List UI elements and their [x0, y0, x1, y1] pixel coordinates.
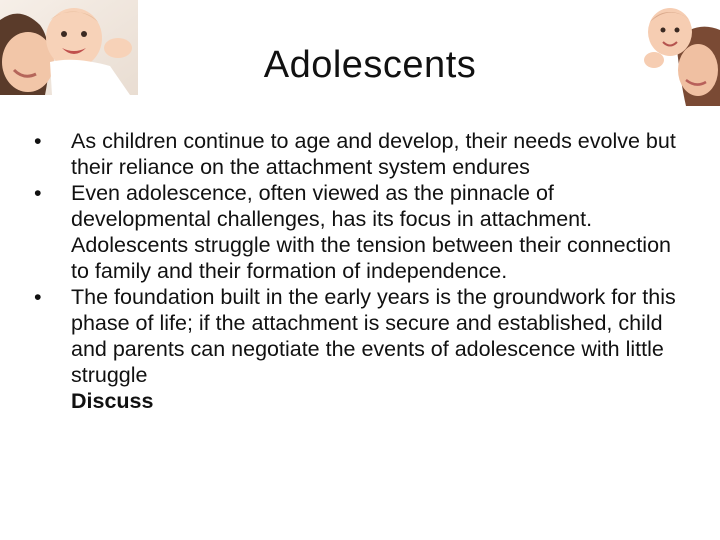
bullet-text: The foundation built in the early years is the groundwork for this phase of life; if the attachment is secure and established, child and parents can negotiate the events of adolescence with little struggle: [71, 285, 676, 387]
bullet-text: As children continue to age and develop, their needs evolve but their reliance on the attachment system endures: [71, 129, 676, 179]
mother-baby-photo-right: [636, 0, 720, 106]
bullet-item: [34, 180, 694, 284]
bullet-marker: •: [34, 129, 42, 153]
discuss-label: Discuss: [71, 389, 154, 413]
mother-baby-photo-left: [0, 0, 138, 95]
mother-baby-photo-right-image: [636, 0, 720, 106]
mother-baby-photo-left-image: [0, 0, 138, 95]
bullet-item: [34, 128, 694, 180]
bullet-marker: •: [34, 181, 42, 205]
bullet-text: Even adolescence, often viewed as the pinnacle of developmental challenges, has its focus in attachment. Adolescents struggle with the tension between their connection to family and their formation of independence.: [71, 181, 671, 283]
slide-title: Adolescents: [263, 44, 477, 86]
bullet-item: [34, 284, 694, 414]
bullet-list: [34, 128, 694, 414]
bullet-marker: •: [34, 285, 42, 309]
